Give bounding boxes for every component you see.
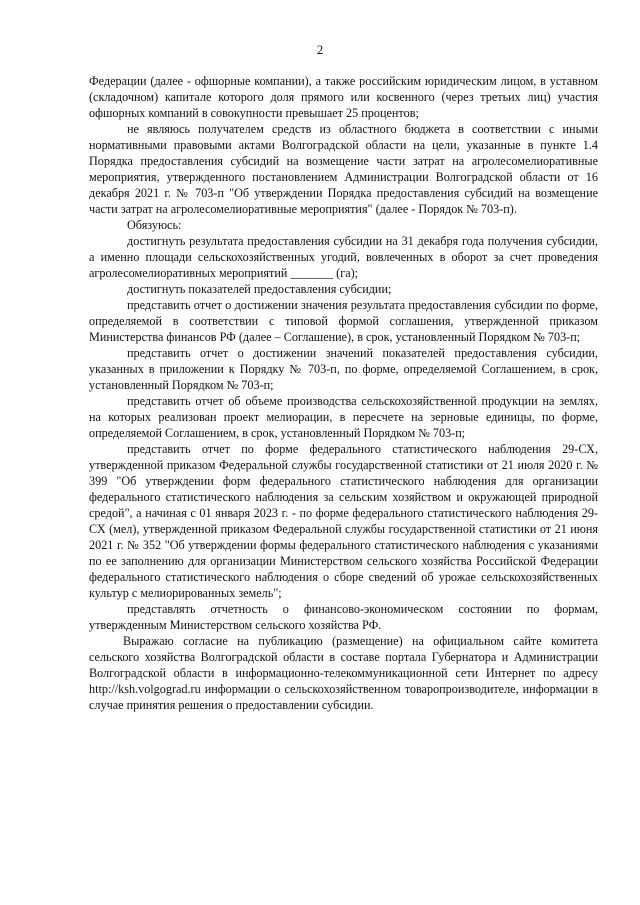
paragraph-achieve-indicators: достигнуть показателей предоставления субсидии; [127,282,392,296]
paragraph-obligations-heading: Обязуюсь: [127,218,182,232]
paragraph-report-result: представить отчет о достижении значения результата предоставления субсидии по форме, определяемой в соответствии с типовой формой соглашения, утвержденной приказом Министерства финансов РФ (далее – Соглашение), в срок, установленный Порядком № 703-п; [89,298,598,344]
paragraph-report-indicators: представить отчет о достижении значений показателей предоставления субсидии, указанных в приложении к Порядку № 703-п, по форме, определяемой Соглашением, в срок, установленный Порядком № 703-п; [89,346,598,392]
paragraph-achieve-result: достигнуть результата предоставления субсидии на 31 декабря года получения субсидии, а именно площади сельскохозяйственных угодий, вовлеченных в оборот за счет проведения агролесомелиоративных мероприятий _______ (га); [89,234,598,280]
document-body [89,73,598,713]
page-number: 2 [316,42,324,57]
paragraph-offshore: Федерации (далее - офшорные компании), а также российским юридическим лицом, в уставном (складочном) капитале которого доля прямого или косвенного (через третьих лиц) участия офшорных компаний в совокупности превышает 25 процентов; [89,74,598,120]
paragraph-not-recipient: не являюсь получателем средств из областного бюджета в соответствии с иными нормативными правовыми актами Волгоградской области на цели, указанные в пункте 1.4 Порядка предоставления субсидий на возмещение части затрат на агролесомелиоративные мероприятия, утвержденного постановлением Администрации Волгоградской области от 16 декабря 2021 г. № 703-п "Об утверждении Порядка предоставления субсидий на возмещение части затрат на агролесомелиоративные мероприятия" (далее - Порядок № 703-п). [89,122,598,216]
paragraph-report-statistics: представить отчет по форме федерального статистического наблюдения 29-СХ, утвержденной приказом Федеральной службы государственной статистики от 21 июля 2020 г. № 399 "Об утверждении форм федерального статистического наблюдения для организации федерального статистического наблюдения за сельским хозяйством и окружающей природной средой", а начиная с 01 января 2023 г. - по форме федерального статистического наблюдения 29-СХ (мел), утвержденной приказом Федеральной службы государственной статистики от 21 июня 2021 г. № 352 "Об утверждении формы федерального статистического наблюдения с указаниями по ее заполнению для организации Министерством сельского хозяйства Российской Федерации федерального статистического наблюдения о сборе сведений об урожае сельскохозяйственных культур с мелиорированных земель"; [89,442,598,600]
paragraph-consent-publication: Выражаю согласие на публикацию (размещение) на официальном сайте комитета сельского хозяйства Волгоградской области в составе портала Губернатора и Администрации Волгоградской области в информационно-телекоммуникационной сети Интернет по адресу http://ksh.volgograd.ru информации о сельскохозяйственном товаропроизводителе, информации в случае принятия решения о предоставлении субсидии. [89,634,598,712]
paragraph-report-production: представить отчет об объеме производства сельскохозяйственной продукции на землях, на которых реализован проект мелиорации, в пересчете на зерновые единицы, по форме, определяемой Соглашением, в срок, установленный Порядком № 703-п; [89,394,598,440]
paragraph-financial-reporting: представлять отчетность о финансово-экономическом состоянии по формам, утвержденным Министерством сельского хозяйства РФ. [89,602,598,632]
